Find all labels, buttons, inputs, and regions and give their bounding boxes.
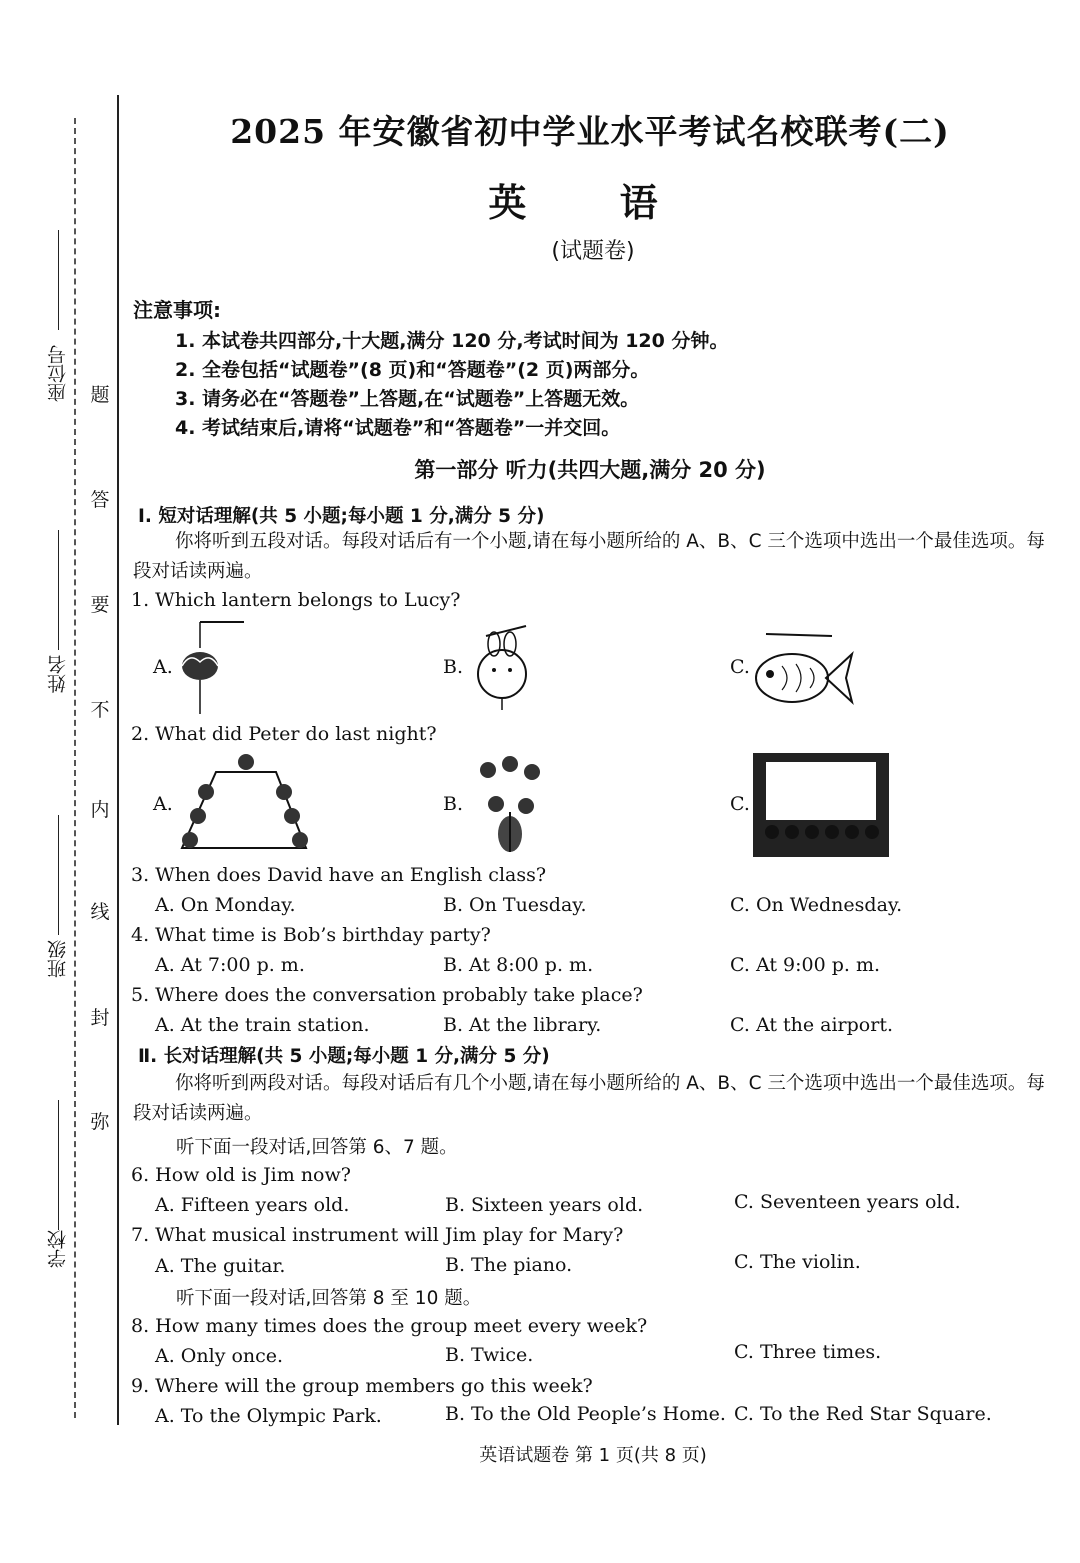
option-c: C. Seventeen years old. xyxy=(734,1191,961,1213)
seal-char: 题 xyxy=(90,384,110,406)
seal-char: 答 xyxy=(90,489,110,511)
seat-number-label: 座位号 xyxy=(47,345,69,402)
seal-char: 线 xyxy=(90,901,110,923)
option-label: B. xyxy=(443,793,464,815)
option-b: B. The piano. xyxy=(445,1254,573,1276)
option-c: C. At 9:00 p. m. xyxy=(730,954,881,976)
seal-char: 弥 xyxy=(90,1111,110,1133)
option-a: A. On Monday. xyxy=(155,894,296,916)
notice-item: 3. 请务必在“答题卷”上答题,在“试题卷”上答题无效。 xyxy=(175,388,640,410)
option-c: C. Three times. xyxy=(734,1341,882,1363)
option-label: C. xyxy=(730,656,750,678)
question-stem: 8. How many times does the group meet every week? xyxy=(131,1315,648,1337)
question-stem: 5. Where does the conversation probably take place? xyxy=(131,984,643,1006)
cut-line-dashed xyxy=(74,118,76,1418)
option-label: A. xyxy=(153,793,173,815)
option-a: A. To the Olympic Park. xyxy=(155,1405,382,1427)
seal-char: 封 xyxy=(90,1007,110,1029)
question-stem: 4. What time is Bob’s birthday party? xyxy=(131,924,491,946)
section-instruction: 你将听到两段对话。每段对话后有几个小题,请在每小题所给的 A、B、C 三个选项中选出一个最佳选项。每段对话读两遍。 xyxy=(133,1073,1045,1124)
class-label: 班级 xyxy=(47,940,69,978)
paper-type: (试题卷) xyxy=(551,239,635,264)
option-a: A. At the train station. xyxy=(155,1014,370,1036)
section-heading: Ⅱ. 长对话理解(共 5 小题;每小题 1 分,满分 5 分) xyxy=(138,1046,550,1067)
option-c: C. At the airport. xyxy=(730,1014,894,1036)
part-title: 第一部分 听力(共四大题,满分 20 分) xyxy=(414,458,766,482)
cinema-image xyxy=(752,752,890,858)
question-stem: 6. How old is Jim now? xyxy=(131,1164,351,1186)
notice-item: 2. 全卷包括“试题卷”(8 页)和“答题卷”(2 页)两部分。 xyxy=(175,359,650,381)
section-heading: Ⅰ. 短对话理解(共 5 小题;每小题 1 分,满分 5 分) xyxy=(138,506,545,527)
seal-char: 要 xyxy=(90,594,110,616)
subject-title: 英 语 xyxy=(488,181,698,225)
option-a: A. Only once. xyxy=(155,1345,284,1367)
notice-heading: 注意事项: xyxy=(133,298,221,322)
option-c: C. On Wednesday. xyxy=(730,894,903,916)
school-blank xyxy=(58,1100,59,1230)
meeting-image xyxy=(176,752,310,856)
option-b: B. To the Old People’s Home. xyxy=(445,1403,726,1425)
question-stem: 7. What musical instrument will Jim play for Mary? xyxy=(131,1224,624,1246)
option-b: B. On Tuesday. xyxy=(443,894,587,916)
seal-char: 不 xyxy=(90,699,110,721)
notice-item: 4. 考试结束后,请将“试题卷”和“答题卷”一并交回。 xyxy=(175,417,621,439)
seal-char: 内 xyxy=(90,799,110,821)
orchestra-image xyxy=(468,752,552,856)
section-instruction: 你将听到五段对话。每段对话后有一个小题,请在每小题所给的 A、B、C 三个选项中选出一个最佳选项。每段对话读两遍。 xyxy=(133,531,1045,582)
rabbit-lantern-image xyxy=(466,622,538,712)
option-c: C. To the Red Star Square. xyxy=(734,1403,992,1425)
question-stem: 3. When does David have an English class? xyxy=(131,864,547,886)
dialogue-intro: 听下面一段对话,回答第 8 至 10 题。 xyxy=(176,1288,482,1309)
question-stem: 2. What did Peter do last night? xyxy=(131,723,437,745)
name-label: 姓名 xyxy=(47,655,69,693)
option-b: B. Sixteen years old. xyxy=(445,1194,644,1216)
notice-item: 1. 本试卷共四部分,十大题,满分 120 分,考试时间为 120 分钟。 xyxy=(175,330,729,352)
page-footer: 英语试题卷 第 1 页(共 8 页) xyxy=(479,1445,707,1466)
option-label: B. xyxy=(443,656,464,678)
fish-lantern-image xyxy=(752,630,856,710)
option-b: B. Twice. xyxy=(445,1344,534,1366)
option-b: B. At the library. xyxy=(443,1014,602,1036)
question-stem: 9. Where will the group members go this week? xyxy=(131,1375,593,1397)
option-a: A. The guitar. xyxy=(155,1255,286,1277)
option-a: A. At 7:00 p. m. xyxy=(155,954,305,976)
option-b: B. At 8:00 p. m. xyxy=(443,954,594,976)
dialogue-intro: 听下面一段对话,回答第 6、7 题。 xyxy=(176,1137,458,1158)
option-label: C. xyxy=(730,793,750,815)
option-label: A. xyxy=(153,656,173,678)
option-c: C. The violin. xyxy=(734,1251,861,1273)
margin-line xyxy=(117,95,119,1425)
exam-title: 2025 年安徽省初中学业水平考试名校联考(二) xyxy=(230,112,950,151)
name-blank xyxy=(58,530,59,650)
question-stem: 1. Which lantern belongs to Lucy? xyxy=(131,589,461,611)
option-a: A. Fifteen years old. xyxy=(155,1194,350,1216)
class-blank xyxy=(58,815,59,935)
school-label: 学校 xyxy=(47,1230,69,1268)
lotus-lantern-image xyxy=(176,618,246,716)
